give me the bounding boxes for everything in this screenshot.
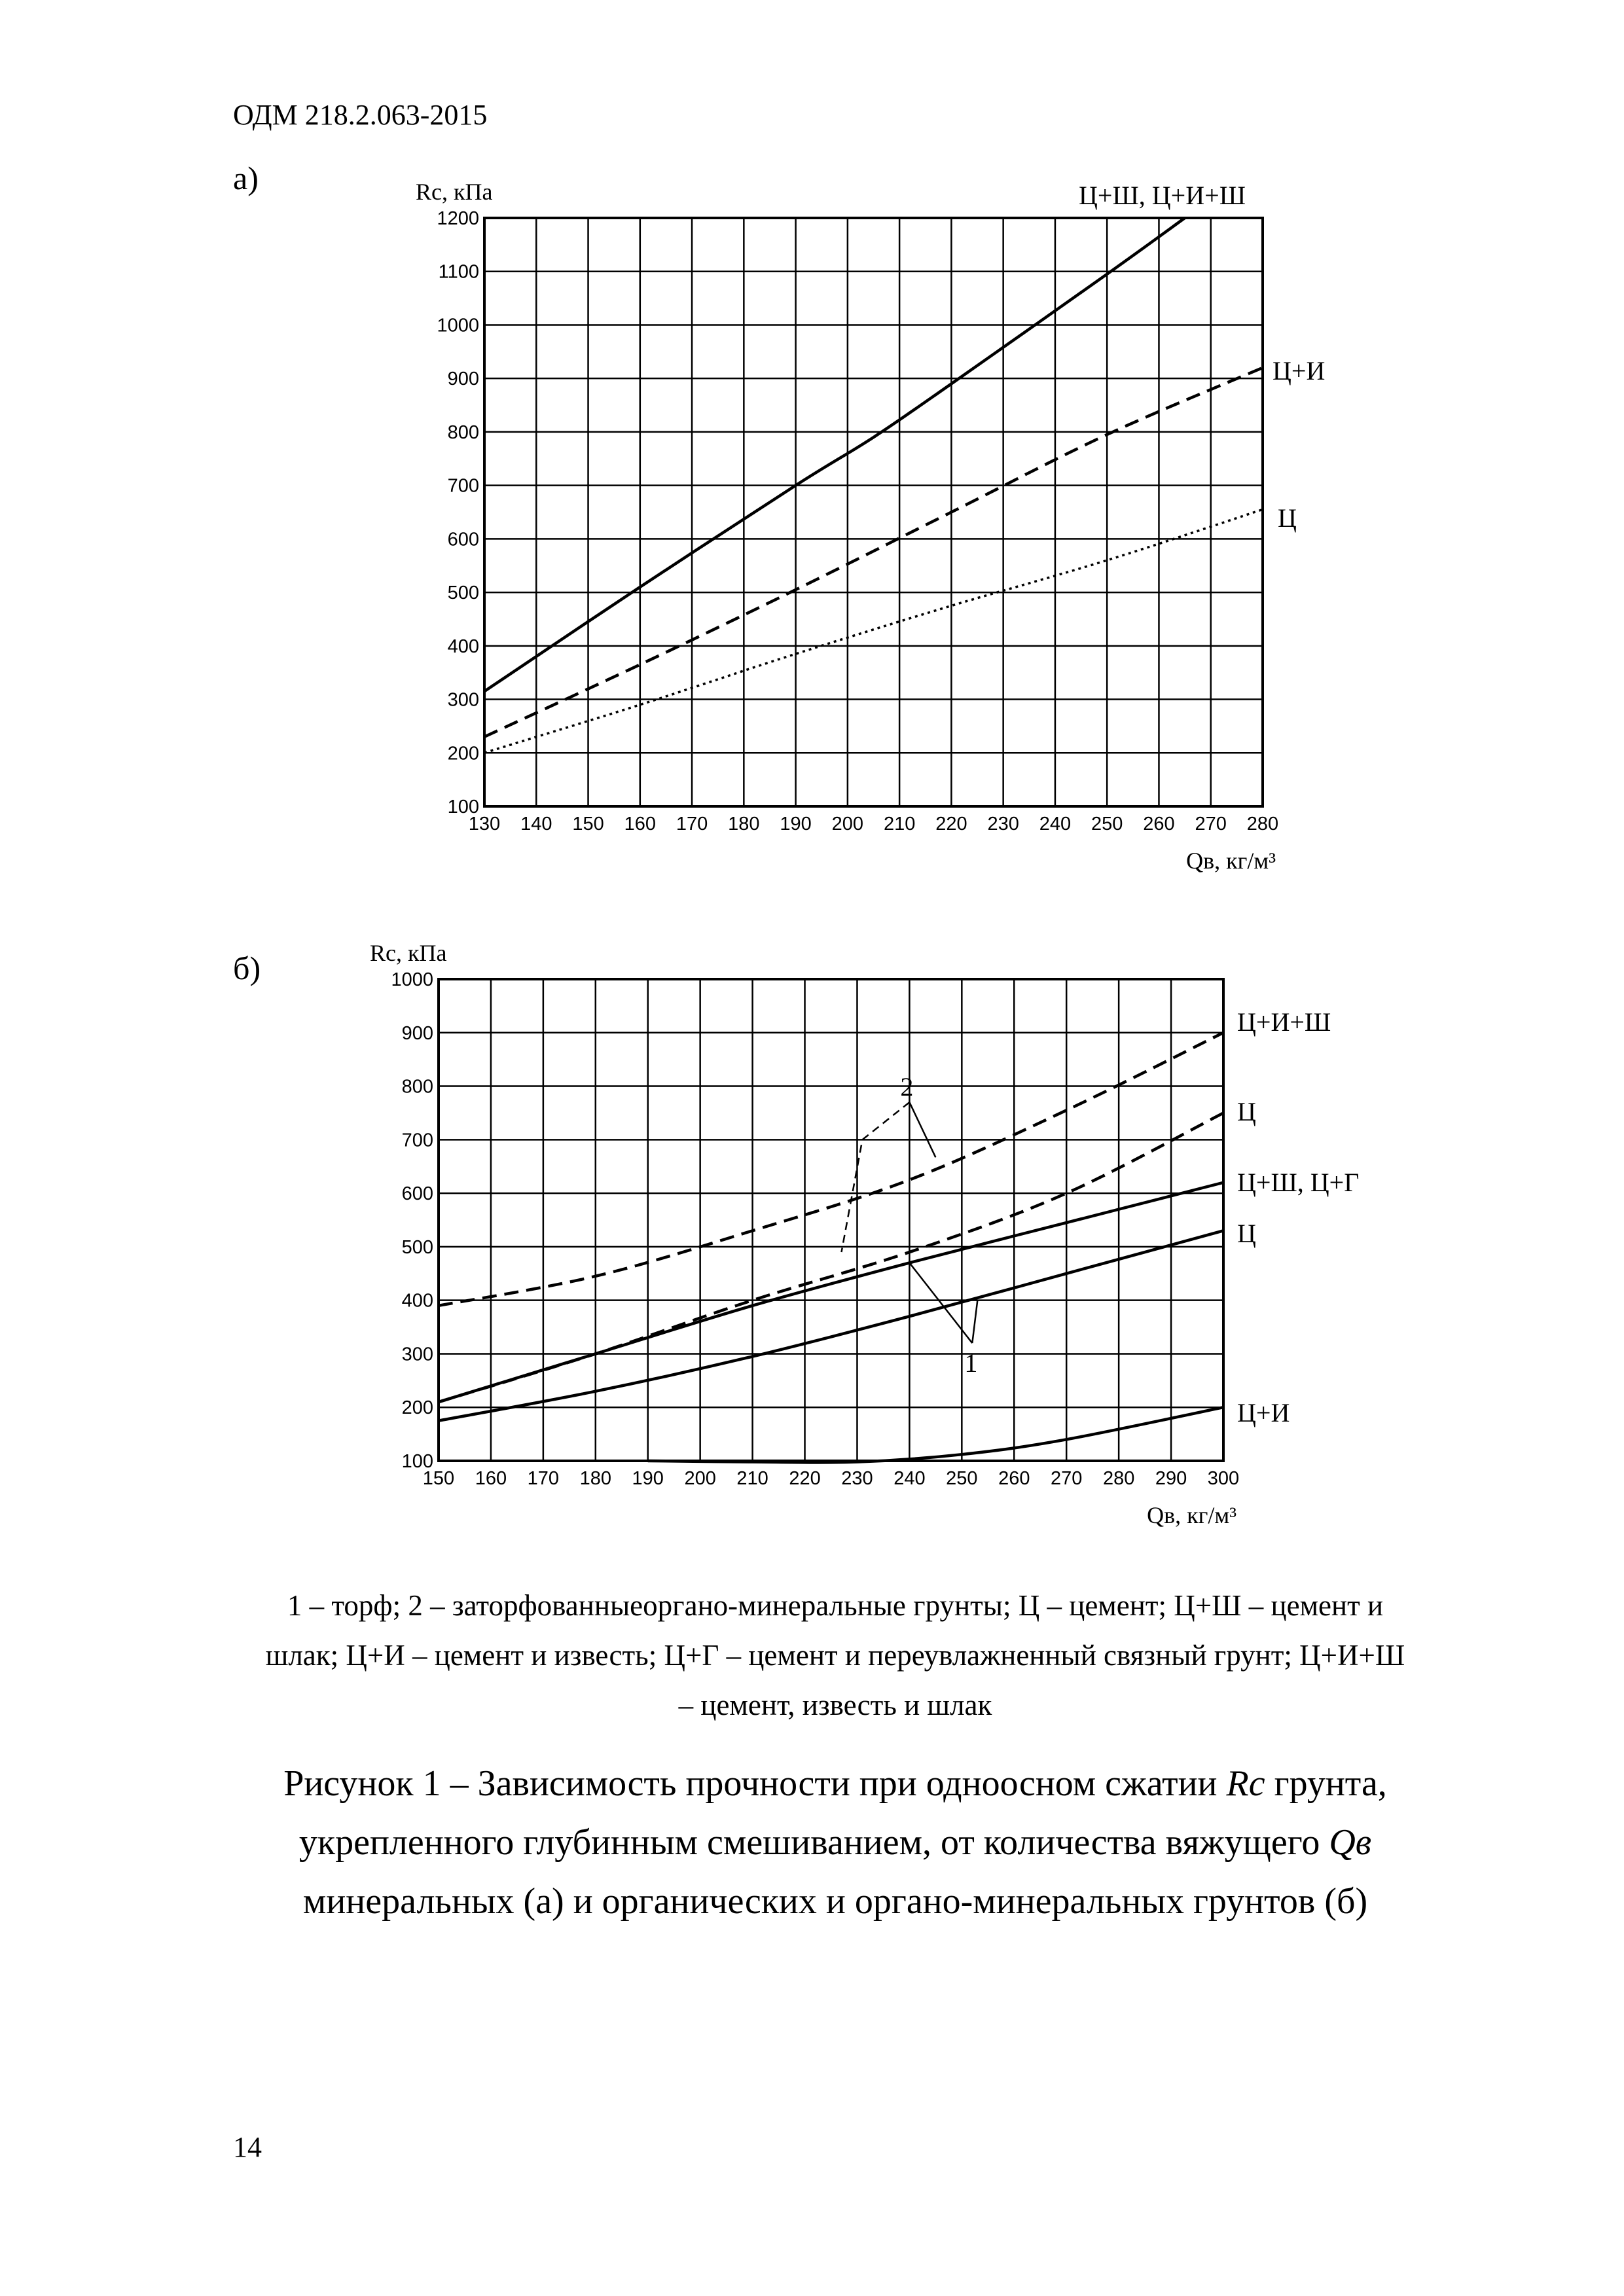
panel-label-b: б) (233, 950, 261, 986)
x-tick-label: 150 (572, 814, 604, 834)
x-tick-label: 200 (684, 1468, 716, 1489)
caption-line-3: минеральных (а) и органических и органо-минеральных грунтов (б) (302, 1881, 1368, 1922)
series-line-3 (439, 1183, 1223, 1402)
x-tick-label: 220 (935, 814, 967, 834)
y-tick-label: 800 (447, 422, 479, 443)
x-axis-label: Qв, кг/м³ (1147, 1502, 1236, 1528)
series-label-3: Ц+Ш, Ц+Г (1237, 1168, 1360, 1197)
x-tick-label: 220 (789, 1468, 821, 1489)
x-tick-label: 250 (1091, 814, 1123, 834)
leader-2a (909, 1102, 935, 1157)
y-tick-label: 200 (401, 1397, 433, 1419)
x-tick-label: 270 (1051, 1468, 1083, 1489)
series-line-5 (648, 1407, 1223, 1462)
x-tick-label: 290 (1155, 1468, 1187, 1489)
x-tick-label: 150 (422, 1468, 455, 1489)
series-label-3: Ц (1278, 503, 1297, 533)
series-label-5: Ц+И (1237, 1398, 1290, 1427)
caption-line-2: укрепленного глубинным смешиванием, от количества вяжущего Qв (298, 1822, 1372, 1863)
y-tick-label: 800 (401, 1076, 433, 1098)
page-number: 14 (233, 2131, 262, 2163)
y-tick-label: 400 (401, 1290, 433, 1312)
series-line-1 (439, 1033, 1223, 1306)
x-tick-label: 140 (520, 814, 552, 834)
x-tick-label: 170 (676, 814, 708, 834)
x-tick-label: 160 (624, 814, 656, 834)
y-tick-label: 600 (447, 529, 479, 550)
y-tick-label: 700 (401, 1130, 433, 1151)
y-axis-label: Rс, кПа (370, 940, 447, 966)
y-tick-label: 900 (447, 368, 479, 390)
x-tick-label: 280 (1246, 814, 1279, 834)
x-tick-label: 200 (831, 814, 864, 834)
x-tick-label: 230 (987, 814, 1019, 834)
x-axis-label: Qв, кг/м³ (1186, 848, 1276, 874)
series-line-2 (439, 1113, 1223, 1402)
series-label-1: Ц+Ш, Ц+И+Ш (1079, 181, 1246, 210)
x-tick-label: 180 (579, 1468, 611, 1489)
x-tick-label: 170 (527, 1468, 560, 1489)
series-label-2: Ц (1237, 1097, 1256, 1126)
y-tick-label: 100 (447, 797, 479, 817)
legend-line-3: – цемент, известь и шлак (678, 1689, 992, 1721)
leader-1a (972, 1300, 977, 1343)
x-tick-label: 160 (475, 1468, 507, 1489)
x-tick-label: 250 (946, 1468, 978, 1489)
legend-line-1: 1 – торф; 2 – заторфованныеоргано-минеральные грунты; Ц – цемент; Ц+Ш – цемент и (287, 1589, 1384, 1622)
x-tick-label: 240 (1039, 814, 1072, 834)
y-tick-label: 300 (447, 689, 479, 711)
series-line-4 (439, 1230, 1223, 1420)
y-tick-label: 1100 (438, 261, 479, 283)
y-tick-label: 900 (401, 1022, 433, 1044)
series-label-1: Ц+И+Ш (1237, 1007, 1331, 1037)
x-tick-label: 280 (1102, 1468, 1135, 1489)
y-tick-label: 1200 (437, 208, 479, 229)
series-label-4: Ц (1237, 1219, 1256, 1248)
annotation-1: 1 (964, 1348, 978, 1378)
x-tick-label: 260 (1143, 814, 1175, 834)
panel-label-a: а) (233, 160, 259, 196)
y-tick-label: 400 (447, 636, 479, 657)
figure-caption (233, 1754, 1437, 1931)
y-tick-label: 300 (401, 1344, 433, 1365)
x-tick-label: 210 (883, 814, 916, 834)
x-tick-label: 230 (841, 1468, 873, 1489)
leader-2b (841, 1102, 909, 1252)
document-code: ОДМ 218.2.063-2015 (233, 99, 488, 131)
y-tick-label: 500 (447, 583, 479, 604)
figure-legend (233, 1581, 1437, 1730)
plot-frame (439, 979, 1223, 1461)
x-tick-label: 270 (1195, 814, 1227, 834)
annotation-2: 2 (900, 1072, 914, 1102)
legend-line-2: шлак; Ц+И – цемент и известь; Ц+Г – цемент и переувлажненный связный грунт; Ц+И+Ш (265, 1639, 1405, 1672)
x-tick-label: 210 (736, 1468, 768, 1489)
y-tick-label: 100 (401, 1451, 433, 1472)
x-tick-label: 190 (780, 814, 812, 834)
x-tick-label: 180 (728, 814, 760, 834)
x-tick-label: 190 (632, 1468, 664, 1489)
caption-line-1: Рисунок 1 – Зависимость прочности при одноосном сжатии Rс грунта, (283, 1763, 1387, 1804)
y-tick-label: 600 (401, 1183, 433, 1205)
y-tick-label: 700 (447, 475, 479, 497)
y-tick-label: 1000 (437, 315, 479, 336)
y-tick-label: 1000 (391, 969, 433, 990)
y-tick-label: 500 (401, 1236, 433, 1258)
series-label-2: Ц+И (1272, 356, 1326, 386)
x-tick-label: 240 (893, 1468, 926, 1489)
y-tick-label: 200 (447, 743, 479, 764)
x-tick-label: 260 (998, 1468, 1030, 1489)
y-axis-label: Rс, кПа (416, 179, 493, 205)
x-tick-label: 130 (468, 814, 501, 834)
x-tick-label: 300 (1207, 1468, 1240, 1489)
